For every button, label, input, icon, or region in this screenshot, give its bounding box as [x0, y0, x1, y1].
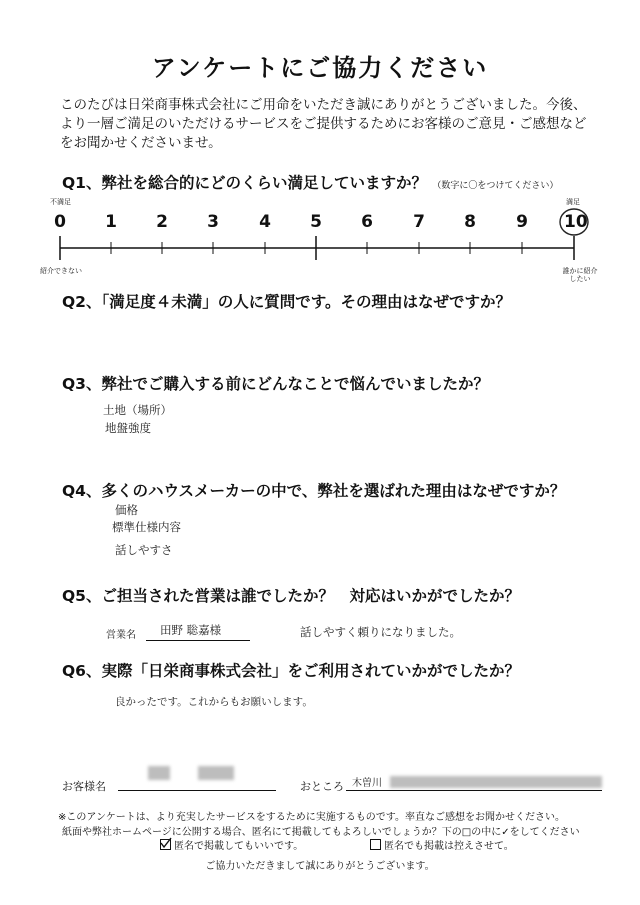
q4-answer-1: 価格 [115, 503, 138, 517]
sales-label: 営業名 [106, 630, 136, 641]
scale-3[interactable]: 3 [207, 212, 219, 232]
intro-text: このたびは日栄商事株式会社にご用命をいただき誠にありがとうございました。今後、より一層ご満足のいただけるサービスをご提供するためにお客様のご意見・ご感想などをお聞かせくださいませ。 [60, 97, 587, 151]
scale-5[interactable]: 5 [310, 212, 322, 232]
scale-9[interactable]: 9 [516, 212, 528, 232]
thanks-text: ご協力いただきまして誠にありがとうございます。 [205, 861, 435, 872]
q6-answer: 良かったです。これからもお願いします。 [115, 696, 313, 708]
scale-7[interactable]: 7 [413, 212, 425, 232]
scale-8[interactable]: 8 [464, 212, 476, 232]
anon-option-2-label: 匿名でも掲載は控えさせて。 [384, 841, 514, 852]
scale-0[interactable]: 0 [54, 212, 66, 232]
address-underline [346, 790, 602, 791]
checkbox-empty-icon[interactable] [370, 839, 381, 850]
q1-question [62, 171, 558, 193]
customer-name-underline [118, 790, 276, 791]
satisfaction-scale [40, 200, 600, 270]
q3-question: Q3、弊社でご購入する前にどんなことで悩んでいましたか？ [62, 375, 489, 393]
footer-note-2: 紙面や弊社ホームページに公開する場合、匿名にて掲載してもよろしいでしょうか？下の□の中に✓をしてください [62, 827, 580, 838]
scale-4[interactable]: 4 [259, 212, 271, 232]
sales-name: 田野 聡嘉様 [160, 623, 222, 637]
q1-high-bottom-label: 誰かに紹介したい [562, 267, 598, 283]
customer-name-redacted-1 [148, 766, 170, 780]
scale-10[interactable]: 10 [564, 212, 588, 232]
anon-option-1[interactable] [160, 837, 303, 852]
q4-answer-2: 標準仕様内容 [112, 520, 181, 534]
q1-text: Q1、弊社を総合的にどのくらい満足していますか？ [62, 174, 427, 192]
checkbox-checked-icon[interactable] [160, 839, 171, 850]
q1-low-label: 不満足 [50, 198, 71, 206]
q4-answer-3: 話しやすさ [115, 543, 173, 557]
q1-note: （数字に〇をつけてください） [432, 181, 559, 191]
customer-name-redacted-2 [198, 766, 234, 780]
q1-low-bottom-label: 紹介できない [40, 267, 82, 275]
q5-answer: 話しやすく頼りになりました。 [300, 625, 461, 639]
selected-circle [560, 209, 588, 235]
footer-note-1: ※このアンケートは、より充実したサービスをするために実施するものです。率直なご感想をお聞かせください。 [58, 812, 565, 823]
sales-name-underline [146, 640, 250, 641]
address-label: おところ [300, 780, 344, 793]
q5-question: Q5、ご担当された営業は誰でしたか？ 対応はいかがでしたか？ [62, 587, 520, 605]
q3-answer-2: 地盤強度 [105, 421, 151, 435]
address-redacted [390, 776, 602, 788]
q6-question: Q6、実際「日栄商事株式会社」をご利用されていかがでしたか？ [62, 662, 520, 680]
q1-high-label: 満足 [566, 198, 580, 206]
scale-1[interactable]: 1 [105, 212, 117, 232]
q3-answer-1: 土地（場所） [103, 403, 172, 417]
scale-6[interactable]: 6 [361, 212, 373, 232]
q2-question: Q2、「満足度４未満」の人に質問です。その理由はなぜですか？ [62, 293, 511, 311]
q4-question: Q4、多くのハウスメーカーの中で、弊社を選ばれた理由はなぜですか？ [62, 482, 566, 500]
anon-option-1-label: 匿名で掲載してもいいです。 [174, 841, 304, 852]
anon-option-2[interactable] [370, 837, 514, 852]
page-title: アンケートにご協力ください [151, 54, 489, 82]
customer-name-label: お客様名 [62, 780, 106, 793]
address-prefix: 木曽川 [352, 778, 382, 789]
scale-2[interactable]: 2 [156, 212, 168, 232]
